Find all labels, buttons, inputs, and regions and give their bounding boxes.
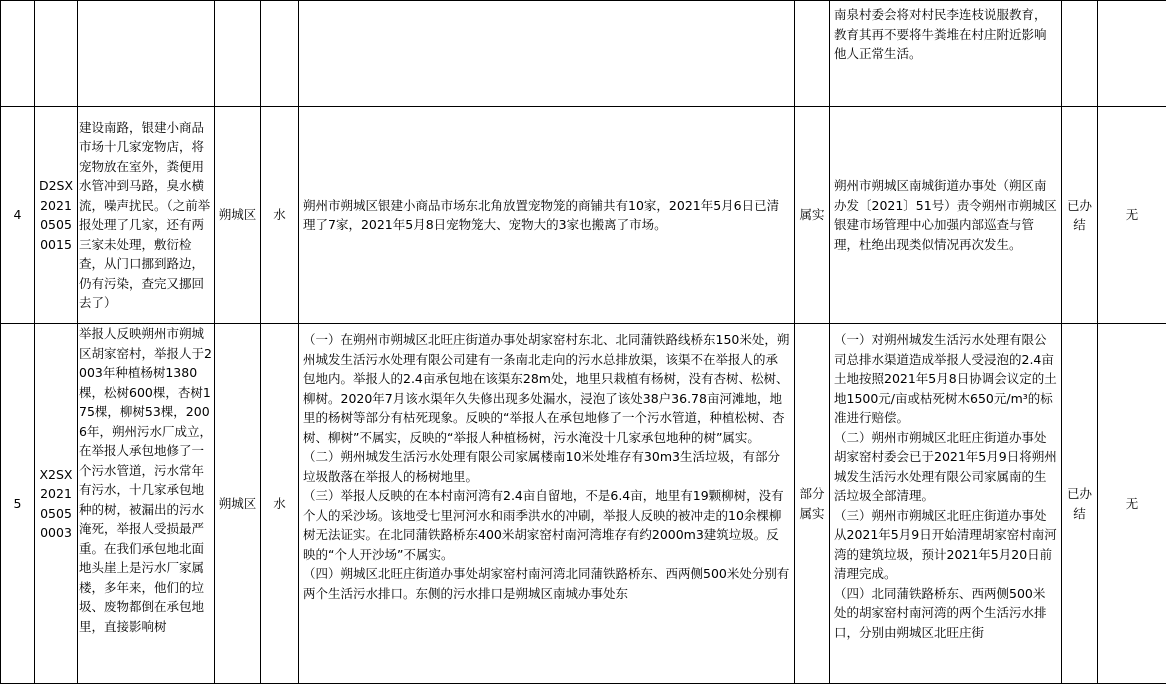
complaint-description: 建设南路，银建小商品市场十几家宠物店，将宠物放在室外，粪便用水管冲到马路，臭水横流，噪声扰民。（之前举报处理了几家，还有两三家未处理，敷衍检查，从门口挪到路边，仍有污染，查完又挪回去了） <box>78 107 215 324</box>
district <box>215 1 261 107</box>
details-paragraph: （二）朔州城发生活污水处理有限公司家属楼南10米处堆存有30m3生活垃圾，有部分垃圾散落在举报人的杨树地里。 <box>303 447 790 486</box>
resolution-paragraph: （二）朔州市朔城区北旺庄街道办事处胡家窑村委会已于2021年5月9日将朔州城发生活污水处理有限公司家属南的生活垃圾全部清理。 <box>834 428 1057 506</box>
details-paragraph: （三）举报人反映的在本村南河湾有2.4亩自留地，不是6.4亩，地里有19颗柳树，没有个人的采沙场。该地受七里河河水和雨季洪水的冲刷，举报人反映的被冲走的10余棵柳树无法证实。在北同蒲铁路桥东400米胡家窑村南河湾堆存有约2000m3建筑垃圾。反映的“个人开沙场”不属实。 <box>303 486 790 564</box>
table-row <box>1 1 1166 107</box>
table-row <box>1 107 1166 324</box>
accountability <box>1098 1 1166 107</box>
case-id: X2SX202105050003 <box>35 324 78 684</box>
district: 朔城区 <box>215 107 261 324</box>
resolution <box>830 324 1062 684</box>
pollution-type: 水 <box>261 107 299 324</box>
resolution: 南泉村委会将对村民李连枝说服教育，教育其再不要将牛粪堆在村庄附近影响他人正常生活。 <box>830 1 1062 107</box>
verdict: 部分属实 <box>795 324 830 684</box>
complaint-description <box>78 1 215 107</box>
complaint-description: 举报人反映朔州市朔城区胡家窑村，举报人于2003年种植杨树1380棵，松树600棵，杏树175棵，柳树53棵，2006年，朔州污水厂成立，在举报人承包地修了一个污水管道，污水常年有污水，十几家承包地种的树，被漏出的污水淹死，举报人受损最严重。在我们承包地北面地头崖上是污水厂家属楼，多年来，他们的垃圾、废物都倒在承包地里，直接影响树 <box>78 324 215 684</box>
table-row <box>1 324 1166 684</box>
resolution-paragraph: （三）朔州市朔城区北旺庄街道办事处从2021年5月9日开始清理胡家窑村南河湾的建筑垃圾，预计2021年5月20日前清理完成。 <box>834 506 1057 584</box>
row-number <box>1 1 35 107</box>
investigation-details: 朔州市朔城区银建小商品市场东北角放置宠物笼的商铺共有10家，2021年5月6日已清理了7家，2021年5月8日宠物笼大、宠物大的3家也搬离了市场。 <box>299 107 795 324</box>
status: 已办结 <box>1062 324 1098 684</box>
district: 朔城区 <box>215 324 261 684</box>
verdict: 属实 <box>795 107 830 324</box>
investigation-details <box>299 324 795 684</box>
resolution-paragraph: （四）北同蒲铁路桥东、西两侧500米处的胡家窑村南河湾的两个生活污水排口，分别由朔城区北旺庄街 <box>834 584 1057 643</box>
accountability: 无 <box>1098 324 1166 684</box>
pollution-type: 水 <box>261 324 299 684</box>
accountability: 无 <box>1098 107 1166 324</box>
case-id <box>35 1 78 107</box>
investigation-details <box>299 1 795 107</box>
details-paragraph: （四）朔城区北旺庄街道办事处胡家窑村南河湾北同蒲铁路桥东、西两侧500米处分别有两个生活污水排口。东侧的污水排口是朔城区南城办事处东 <box>303 564 790 603</box>
verdict <box>795 1 830 107</box>
case-id: D2SX202105050015 <box>35 107 78 324</box>
row-number: 5 <box>1 324 35 684</box>
details-paragraph: （一）在朔州市朔城区北旺庄街道办事处胡家窑村东北、北同蒲铁路线桥东150米处，朔州城发生活污水处理有限公司建有一条南北走向的污水总排放渠，该渠不在举报人的承包地内。举报人的2.4亩承包地在该渠东28m处，地里只栽植有杨树，没有杏树、松树、柳树。2020年7月该水渠年久失修出现多处漏水，浸泡了该处38户36.78亩河滩地，地里的杨树等部分有枯死现象。反映的“举报人在承包地修了一个污水管道，种植松树、杏树、柳树”不属实，反映的“举报人种植杨树，污水淹没十几家承包地种的树”属实。 <box>303 330 790 447</box>
pollution-type <box>261 1 299 107</box>
resolution-paragraph: （一）对朔州城发生活污水处理有限公司总排水渠道造成举报人受浸泡的2.4亩土地按照2021年5月8日协调会议定的土地1500元/亩或枯死树木650元/m³的标准进行赔偿。 <box>834 330 1057 428</box>
status: 已办结 <box>1062 107 1098 324</box>
status <box>1062 1 1098 107</box>
resolution: 朔州市朔城区南城街道办事处（朔区南办发〔2021〕51号）责令朔州市朔城区银建市场管理中心加强内部巡查与管理，杜绝出现类似情况再次发生。 <box>830 107 1062 324</box>
row-number: 4 <box>1 107 35 324</box>
